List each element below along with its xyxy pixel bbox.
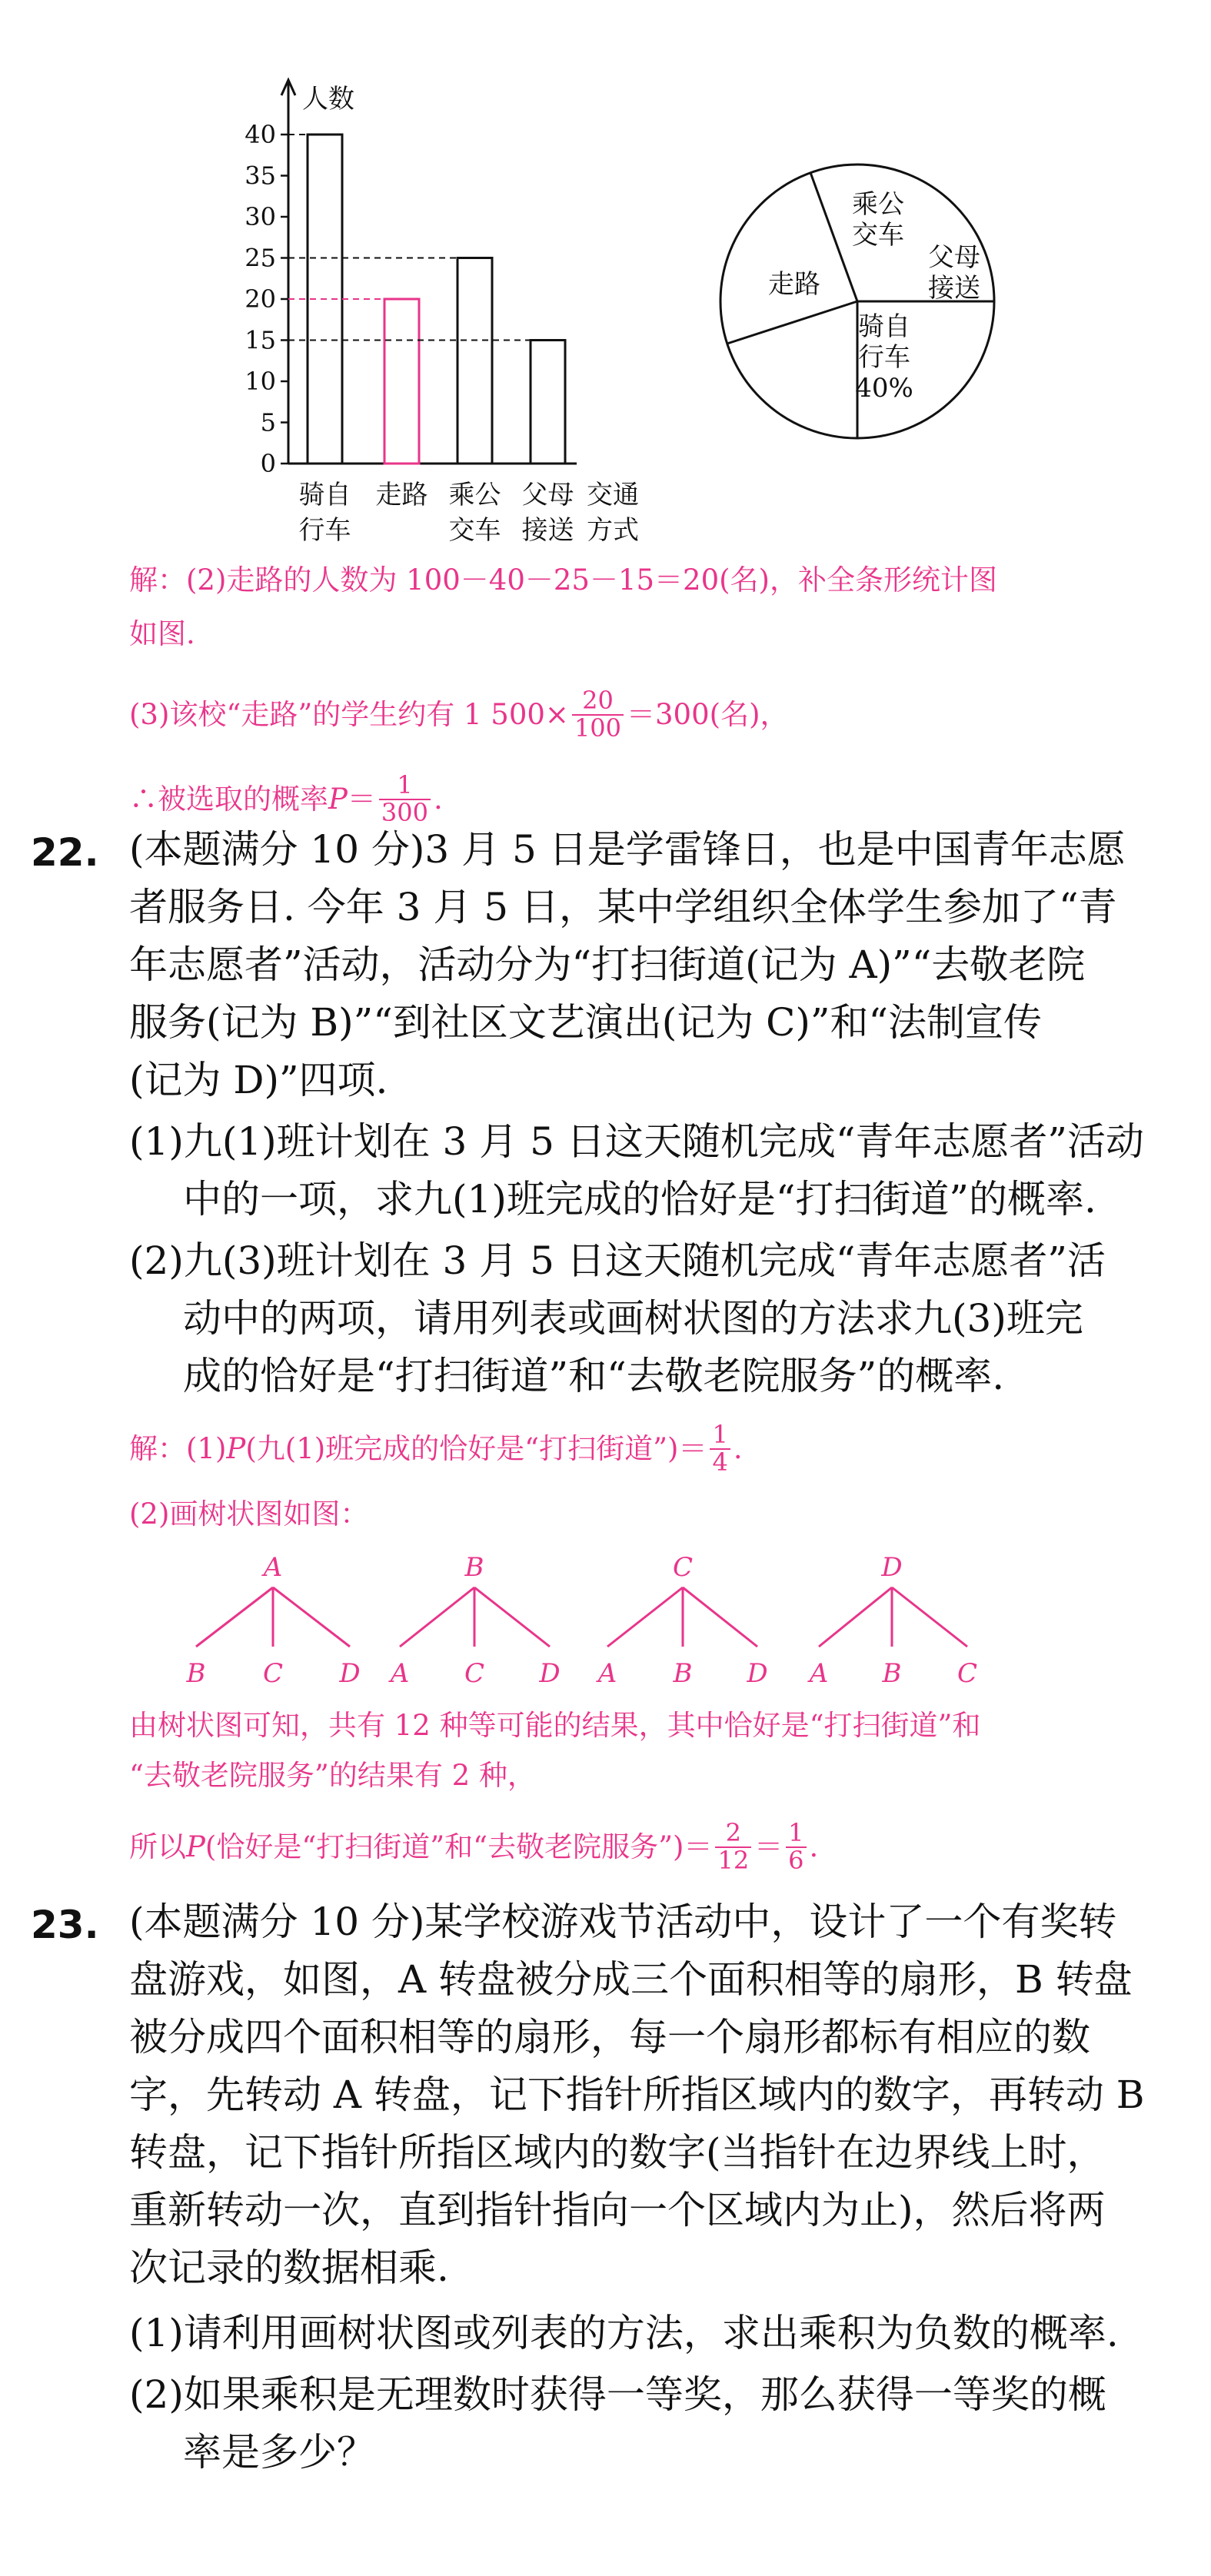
q23-line-4: 字，先转动 A 转盘，记下指针所指区域内的数字，再转动 B <box>129 2072 1145 2117</box>
fraction-numerator: 20 <box>582 686 614 716</box>
q22-part2-line-1: (2)九(3)班计划在 3 月 5 日这天随机完成“青年志愿者”活 <box>129 1238 1106 1283</box>
pie-divider <box>727 301 857 344</box>
pie-sector-label: 接送 <box>928 273 980 304</box>
pie-sector-label: 骑自 <box>858 311 910 342</box>
tree-branch <box>892 1587 967 1647</box>
pie-sector-label: 乘公 <box>852 189 904 220</box>
pie-sector-label: 父母 <box>928 242 980 273</box>
q22-solution-result-line-2: “去敬老院服务”的结果有 2 种， <box>129 1759 536 1792</box>
q23-part2-line-1: (2)如果乘积是无理数时获得一等奖，那么获得一等奖的概 <box>129 2372 1106 2417</box>
q21-solution-part3 <box>129 676 789 753</box>
q22-part1-line-1: (1)九(1)班计划在 3 月 5 日这天随机完成“青年志愿者”活动 <box>129 1119 1144 1164</box>
bar-category-label: 接送 <box>521 515 574 546</box>
tree-diagram <box>0 1553 1211 1691</box>
fraction-2-12 <box>715 1817 751 1875</box>
fraction-numerator: 1 <box>788 1817 804 1847</box>
probability-text: ∴被选取的概率 <box>129 783 328 816</box>
tree-branch <box>196 1587 273 1647</box>
fraction-1-6 <box>786 1817 806 1875</box>
q22-solution-part1 <box>129 1414 743 1484</box>
q22-line-1: (本题满分 10 分)3 月 5 日是学雷锋日，也是中国青年志愿 <box>129 827 1126 872</box>
bar <box>457 258 492 464</box>
tree-branch <box>819 1587 892 1647</box>
tree-branch <box>683 1587 757 1647</box>
y-tick-label: 40 <box>245 120 276 149</box>
bar-category-label: 父母 <box>521 480 574 510</box>
tree-leaf-label: B <box>882 1658 902 1689</box>
y-tick-label: 20 <box>245 284 276 314</box>
q21-solution-line-1: 解：(2)走路的人数为 100－40－25－15＝20(名)，补全条形统计图 <box>129 563 997 597</box>
y-tick-label: 25 <box>245 243 276 273</box>
y-tick-label: 15 <box>245 325 276 355</box>
q23-line-6: 重新转动一次，直到指针指向一个区域内为止)，然后将两 <box>129 2188 1106 2232</box>
tree-leaf-label: A <box>597 1658 617 1689</box>
tree-leaf-label: A <box>390 1658 410 1689</box>
fraction-numerator: 1 <box>712 1420 728 1450</box>
solution-prefix: 解：(1) <box>129 1432 227 1465</box>
tree-leaf-label: D <box>539 1658 561 1689</box>
q22-line-4: 服务(记为 B)”“到社区文艺演出(记为 C)”和“法制宣传 <box>129 1000 1043 1045</box>
tree-leaf-label: C <box>262 1658 284 1689</box>
final-prefix: 所以 <box>129 1830 186 1863</box>
tree-leaf-label: D <box>747 1658 768 1689</box>
y-tick-label: 5 <box>260 407 276 437</box>
probability-variable: P <box>328 783 348 816</box>
q22-part2-line-2: 动中的两项，请用列表或画树状图的方法求九(3)班完 <box>183 1296 1083 1341</box>
q22-line-2: 者服务日. 今年 3 月 5 日，某中学组织全体学生参加了“青 <box>129 885 1117 929</box>
q23-part2-line-2: 率是多少？ <box>183 2430 375 2475</box>
tree-leaf-label: A <box>809 1658 829 1689</box>
tree-root-label: A <box>263 1553 283 1583</box>
fraction-1-4 <box>710 1422 730 1475</box>
tree-branch <box>273 1587 350 1647</box>
part3-text: (3)该校“走路”的学生约有 1 500× <box>129 698 569 731</box>
equals-sign: ＝ <box>347 783 376 816</box>
q23-line-5: 转盘，记下指针所指区域内的数字(当指针在边界线上时， <box>129 2130 1106 2175</box>
fraction-1-300 <box>379 770 431 827</box>
fraction-denominator: 4 <box>710 1448 730 1476</box>
pie-chart <box>720 165 994 438</box>
equals-sign: ＝ <box>754 1830 783 1863</box>
tree-leaf-label: B <box>186 1658 206 1689</box>
q22-line-3: 年志愿者”活动，活动分为“打扫街道(记为 A)”“去敬老院 <box>129 942 1086 987</box>
tree-leaf-label: B <box>673 1658 693 1689</box>
period: . <box>433 783 443 816</box>
y-tick-label: 0 <box>260 449 276 478</box>
fraction-numerator: 2 <box>725 1817 741 1847</box>
tree-root-label: D <box>881 1553 903 1583</box>
bar <box>531 341 565 464</box>
pie-sector-label: 40% <box>855 373 913 404</box>
pie-sector-label: 走路 <box>768 269 820 300</box>
bar-category-label: 乘公 <box>448 480 501 510</box>
fraction-denominator: 300 <box>379 799 431 826</box>
bar-category-label: 交车 <box>448 515 501 546</box>
x-axis-title: 方式 <box>587 515 639 546</box>
bar-chart <box>245 80 639 546</box>
tree-root-label: B <box>464 1553 484 1583</box>
bar <box>384 299 419 464</box>
tree-branch <box>474 1587 550 1647</box>
tree-branch <box>607 1587 683 1647</box>
y-tick-label: 30 <box>245 202 276 231</box>
q22-part1-line-2: 中的一项，求九(1)班完成的恰好是“打扫街道”的概率. <box>183 1177 1096 1222</box>
y-axis-title: 人数 <box>302 84 354 115</box>
fraction-denominator: 6 <box>786 1846 806 1874</box>
y-tick-label: 10 <box>245 367 276 396</box>
fraction-20-100 <box>572 688 624 741</box>
bar-category-label: 走路 <box>375 480 428 510</box>
q22-part2-line-3: 成的恰好是“打扫街道”和“去敬老院服务”的概率. <box>183 1354 1005 1398</box>
probability-variable: P <box>186 1830 205 1863</box>
q23-line-1: (本题满分 10 分)某学校游戏节活动中，设计了一个有奖转 <box>129 1900 1117 1944</box>
tree-root-label: C <box>672 1553 694 1583</box>
period: . <box>809 1830 819 1863</box>
solution-event: (九(1)班完成的恰好是“打扫街道”)＝ <box>245 1432 707 1465</box>
q22-solution-final <box>129 1810 818 1883</box>
tree-leaf-label: C <box>464 1658 485 1689</box>
bar-category-label: 骑自 <box>298 480 351 510</box>
fraction-denominator: 100 <box>572 714 624 742</box>
pie-sector-label: 行车 <box>858 342 910 373</box>
fraction-denominator: 12 <box>715 1846 751 1874</box>
statistics-charts <box>0 0 1211 553</box>
q23-line-2: 盘游戏，如图，A 转盘被分成三个面积相等的扇形，B 转盘 <box>129 1957 1133 2002</box>
tree-leaf-label: D <box>339 1658 361 1689</box>
question-22-number: 22. <box>31 830 99 875</box>
tree-leaf-label: C <box>956 1658 978 1689</box>
period: . <box>733 1432 743 1465</box>
question-23-number: 23. <box>31 1903 99 1947</box>
q23-line-3: 被分成四个面积相等的扇形，每一个扇形都标有相应的数 <box>129 2015 1090 2059</box>
q22-solution-part2-title: (2)画树状图如图： <box>129 1497 369 1531</box>
q21-solution-line-2: 如图. <box>129 617 195 650</box>
fraction-numerator: 1 <box>397 770 413 800</box>
final-event: (恰好是“打扫街道”和“去敬老院服务”)＝ <box>205 1830 713 1863</box>
tree-branch <box>400 1587 474 1647</box>
q23-part1-line-1: (1)请利用画树状图或列表的方法，求出乘积为负数的概率. <box>129 2311 1119 2355</box>
q22-solution-result-line-1: 由树状图可知，共有 12 种等可能的结果，其中恰好是“打扫街道”和 <box>129 1709 981 1742</box>
q23-line-7: 次记录的数据相乘. <box>129 2245 449 2290</box>
pie-sector-label: 交车 <box>852 220 904 251</box>
y-tick-label: 35 <box>245 161 276 191</box>
q21-solution-probability <box>129 765 443 834</box>
x-axis-title: 交通 <box>587 480 639 510</box>
probability-variable: P <box>226 1432 246 1465</box>
part3-result: ＝300(名)， <box>627 698 789 731</box>
bar-category-label: 行车 <box>298 515 351 546</box>
q22-line-5: (记为 D)”四项. <box>129 1058 388 1102</box>
